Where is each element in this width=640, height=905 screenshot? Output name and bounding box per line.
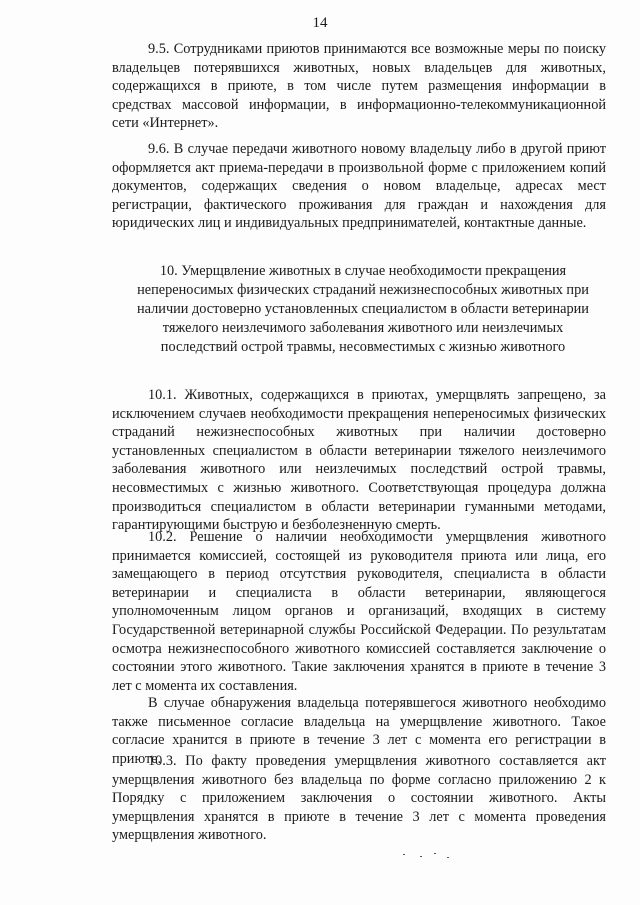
paragraph-9-6: 9.6. В случае передачи животного новому владельцу либо в другой приют оформляется акт приема-передачи в произвольной форме с приложением копий документов, содержащих сведения о новом владельце, адресах мест регистрации, фактического проживания для граждан и нахождения для юридических лиц и индивидуальных предпринимателей, контактные данные. [112,141,606,232]
paragraph-10-1: 10.1. Животных, содержащихся в приютах, умерщвлять запрещено, за исключением случаев необходимости прекращения непереносимых физических страданий нежизнеспособных животных при наличии достоверно установленных специалистом в области ветеринарии тяжелого неизлечимого заболевания животного или неизлечимых последствий острой травмы, несовместимых с жизнью животного. Соответствующая процедура должна производиться специалистом в области ветеринарии гуманными методами, гарантирующими быструю и безболезненную смерть. [112,387,606,534]
paragraph-10-3: 10.3. По факту проведения умерщвления животного составляется акт умерщвления животного без владельца по форме согласно приложению 2 к Порядку с приложением заключения о состоянии животного. Акты умерщвления хранятся в приюте в течение 3 лет с момента проведения умерщвления животного. [112,753,606,844]
scan-specks [400,852,460,862]
page-number: 14 [312,15,328,31]
section-10-heading: 10. Умерщвление животных в случае необходимости прекращения непереносимых физических страданий нежизнеспособных животных при наличии достоверно установленных специалистом в области ветеринарии тяжелого неизлечимого заболевания животного или неизлечимых последствий острой травмы, несовместимых с жизнью животного [137,263,589,355]
paragraph-9-5: 9.5. Сотрудниками приютов принимаются все возможные меры по поиску владельцев потерявшихся животных, новых владельцев для животных, содержащихся в приюте, в том числе путем размещения информации в средствах массовой информации, в информационно-телекоммуникационной сети «Интернет». [112,41,606,132]
paragraph-10-2: 10.2. Решение о наличии необходимости умерщвления животного принимается комиссией, состоящей из руководителя приюта или лица, его замещающего в период отсутствия руководителя, специалиста в области ветеринарии и специалиста в области ветеринарии, являющегося уполномоченным лицом органов и организаций, входящих в систему Государственной ветеринарной службы Российской Федерации. По результатам осмотра нежизнеспособного животного комиссией составляется заключение о состоянии этого животного. Такие заключения хранятся в приюте в течение 3 лет с момента их составления. [112,529,606,694]
paragraph-10-2-owner-consent: В случае обнаружения владельца потерявшегося животного необходимо также письменное согласие владельца на умерщвление животного. Такое согласие хранится в приюте в течение 3 лет с момента его регистрации в приюте. [112,695,606,767]
